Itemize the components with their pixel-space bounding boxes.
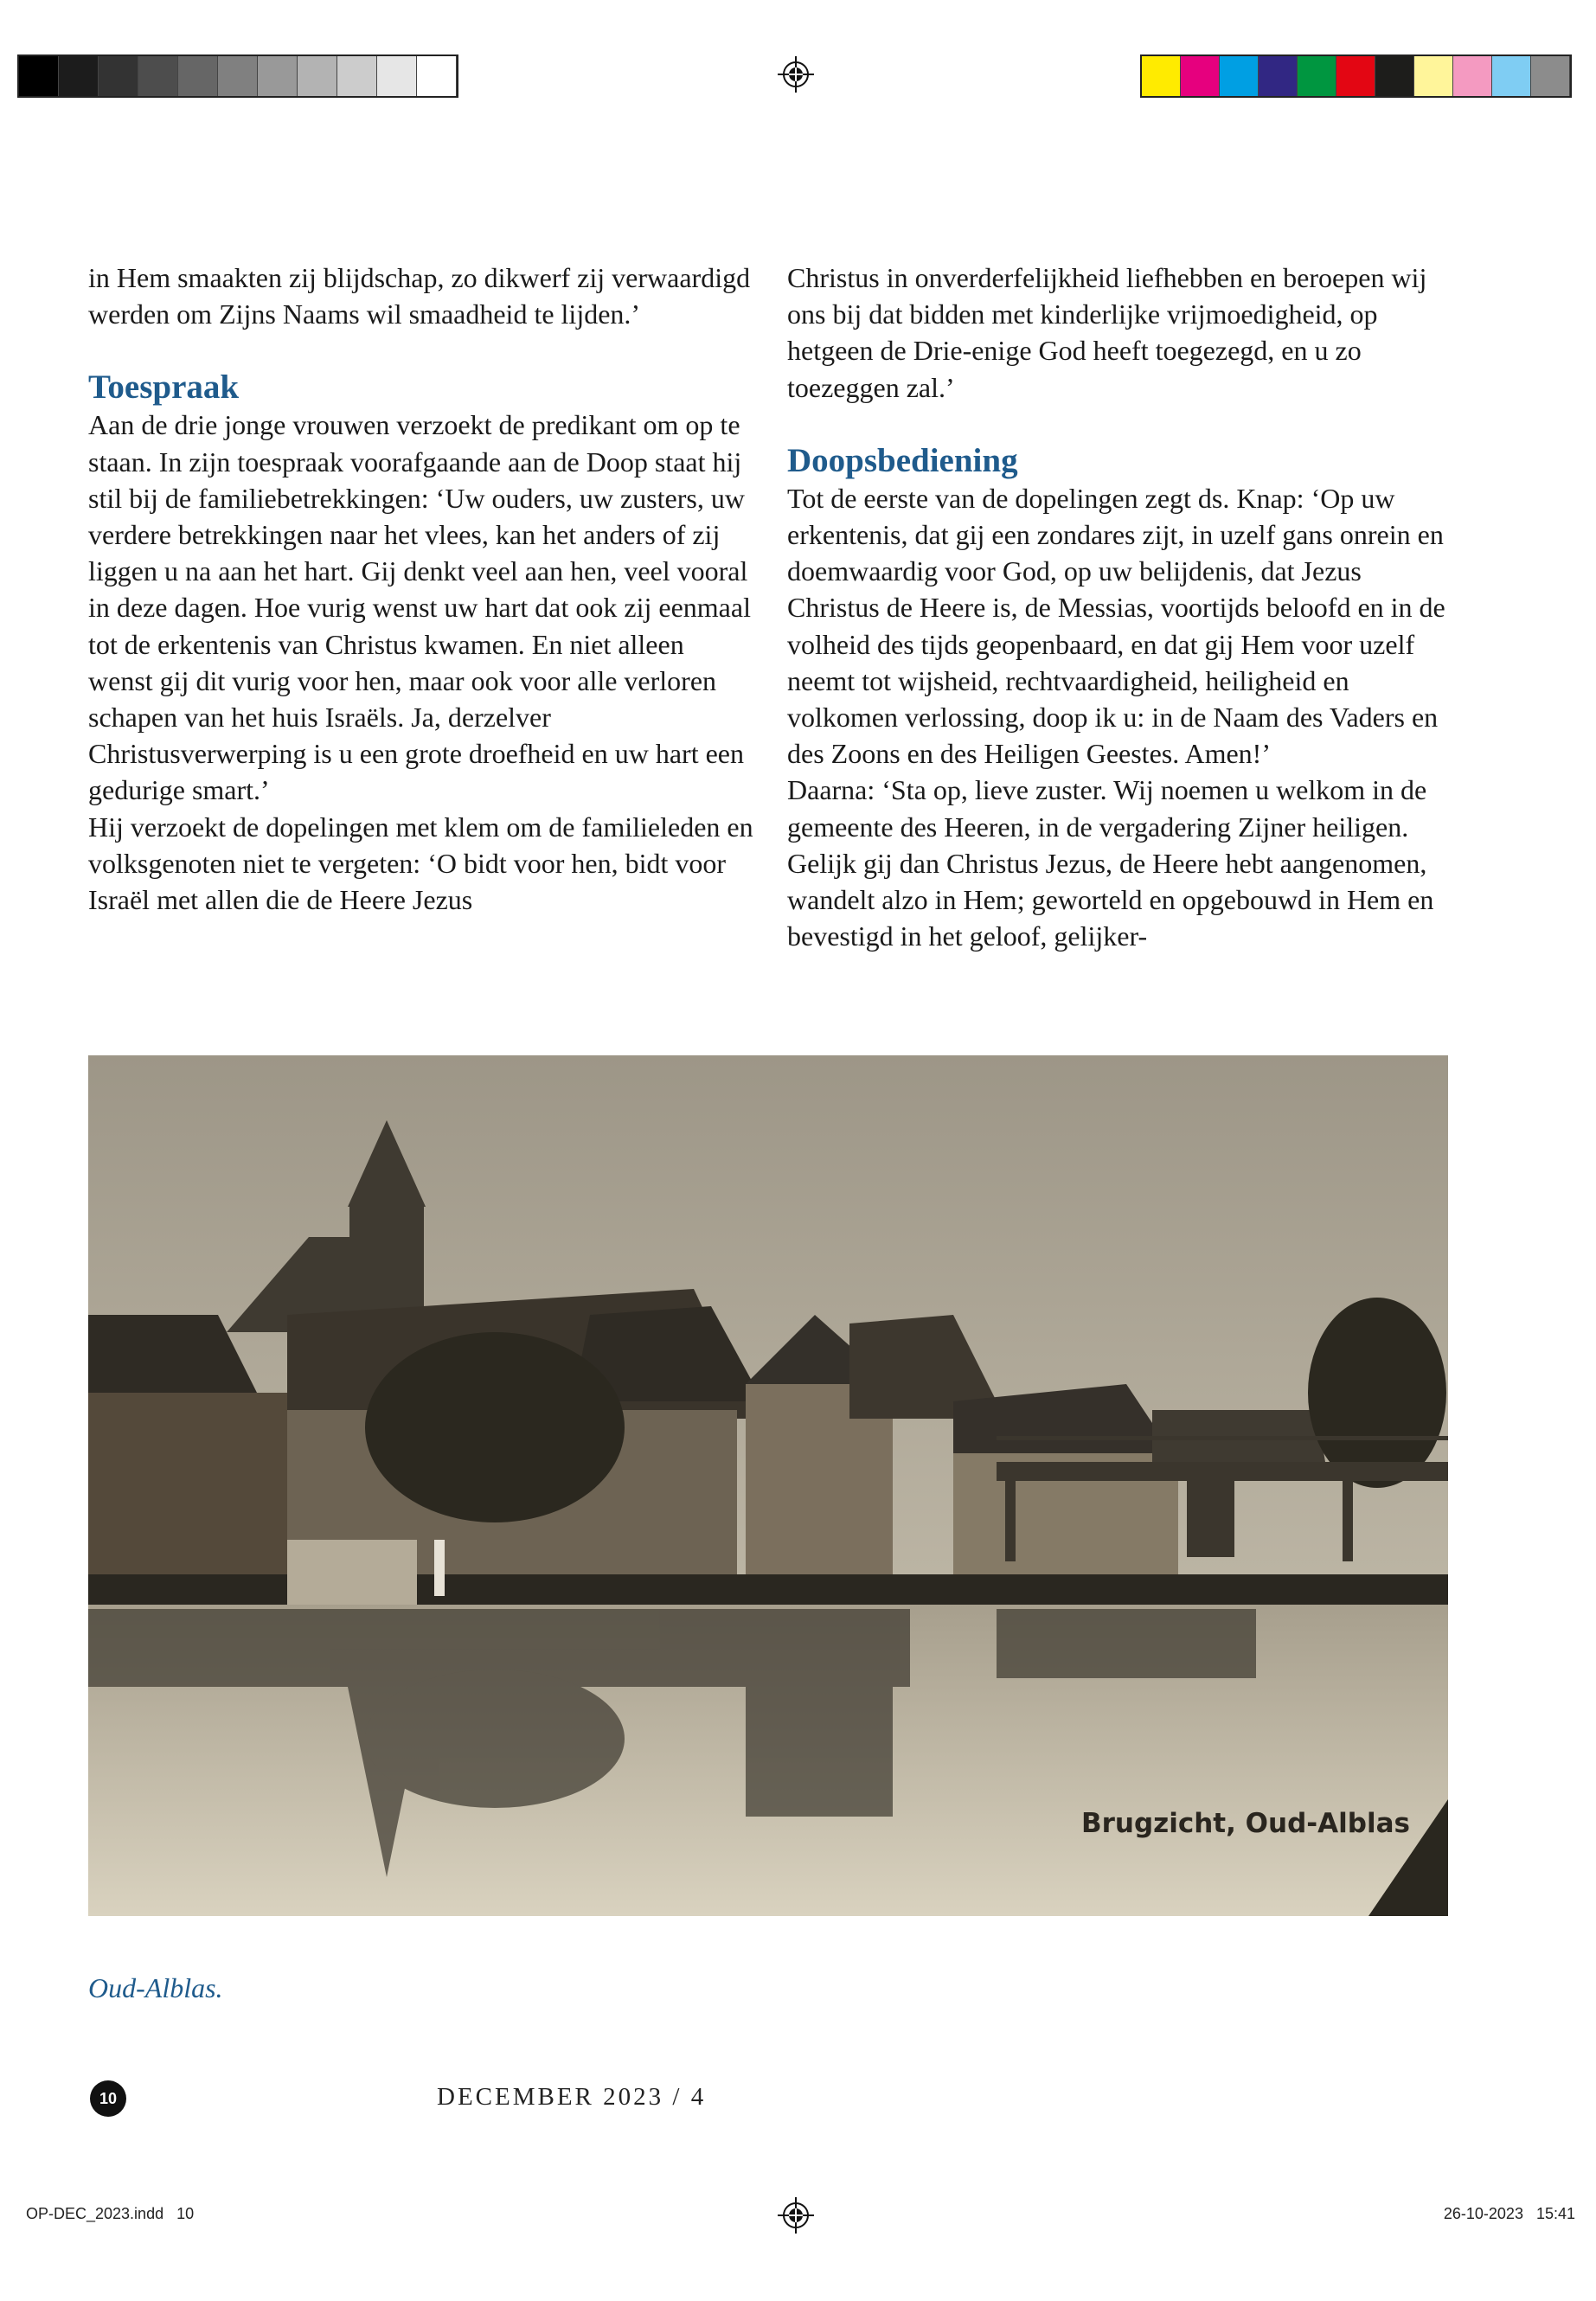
grayscale-swatch [59, 56, 99, 96]
left-text-column [88, 260, 754, 918]
grayscale-swatch [377, 56, 417, 96]
toespraak-paragraph-2: Hij verzoekt de dopelingen met klem om de familieleden en volksgenoten niet te vergeten: ‘O bidt voor hen, bidt voor Israël met allen die de Heere Jezus [88, 811, 753, 916]
color-swatch [1492, 56, 1531, 96]
grayscale-swatch [99, 56, 138, 96]
right-text-column [787, 260, 1453, 954]
doopsbediening-paragraph-2: Daarna: ‘Sta op, lieve zuster. Wij noemen u welkom in de gemeente des Heeren, in de vergadering Zijner heiligen. Gelijk gij dan Christus Jezus, de Heere hebt aangenomen, wandelt alzo in Hem; geworteld en opgebouwd in Hem en bevestigd in het geloof, gelijker- [787, 774, 1434, 952]
color-swatch [1375, 56, 1414, 96]
doopsbediening-paragraph-1: Tot de eerste van de dopelingen zegt ds. Knap: ‘Op uw erkentenis, dat gij een zondares zijt, in uzelf gans onrein en doemwaardig voor God, op uw belijdenis, dat Jezus Christus de Heere is, de Messias, voortijds beloofd en in de volheid des tijds geopenbaard, en dat gij Hem voor uzelf neemt tot wijsheid, rechtvaardigheid, heiligheid en volkomen verlossing, doop ik u: in de Naam des Vaders en des Zoons en des Heiligen Geestes. Amen!’ [787, 482, 1445, 770]
color-swatch [1298, 56, 1336, 96]
photo-inscription: Brugzicht, Oud-Alblas [1081, 1808, 1410, 1839]
section-heading-doopsbediening: Doopsbediening [787, 441, 1018, 479]
historic-photo-oud-alblas [88, 1055, 1448, 1916]
grayscale-swatch [19, 56, 59, 96]
color-swatch [1414, 56, 1453, 96]
color-swatch [1336, 56, 1375, 96]
slug-filename: OP-DEC_2023.indd 10 [26, 2205, 195, 2222]
grayscale-swatch [138, 56, 178, 96]
issue-label: DECEMBER 2023 / 4 [437, 2083, 707, 2111]
grayscale-swatch [298, 56, 337, 96]
grayscale-swatch [258, 56, 298, 96]
color-swatch [1220, 56, 1259, 96]
registration-mark-icon [778, 2197, 814, 2234]
color-swatch [1259, 56, 1298, 96]
right-intro-text: Christus in onverderfelijkheid liefhebben en beroepen wij ons bij dat bidden met kinderlijke vrijmoedigheid, op hetgeen de Drie-enige God heeft toegezegd, en u zo toezeggen zal.’ [787, 262, 1427, 403]
color-calibration-bar [1140, 54, 1572, 98]
grayscale-calibration-bar [17, 54, 458, 98]
grayscale-swatch [337, 56, 377, 96]
color-swatch [1142, 56, 1181, 96]
grayscale-swatch [218, 56, 258, 96]
slug-timestamp: 26-10-2023 15:41 [1443, 2205, 1575, 2222]
color-swatch [1531, 56, 1570, 96]
color-swatch [1181, 56, 1220, 96]
color-swatch [1453, 56, 1492, 96]
page-number-badge: 10 [90, 2080, 126, 2117]
section-heading-toespraak: Toespraak [88, 369, 240, 407]
left-intro-text: in Hem smaakten zij blijdschap, zo dikwerf zij verwaardigd werden om Zijns Naams wil smaadheid te lijden.’ [88, 262, 751, 330]
photo-caption: Oud-Alblas. [88, 1972, 223, 2003]
toespraak-paragraph-1: Aan de drie jonge vrouwen verzoekt de predikant om op te staan. In zijn toespraak voorafgaande aan de Doop staat hij stil bij de familiebetrekkingen: ‘Uw ouders, uw zusters, uw verdere betrekkingen naar het vlees, kan het anders of zij liggen u na aan het hart. Gij denkt veel aan hen, veel vooral in deze dagen. Hoe vurig wenst uw hart dat ook zij eenmaal tot de erkentenis van Christus kwamen. En niet alleen wenst gij dit vurig voor hen, maar ook voor alle verloren schapen van het huis Israëls. Ja, derzelver Christusverwerping is u een grote droefheid en uw hart een gedurige smart.’ [88, 409, 751, 806]
grayscale-swatch [417, 56, 457, 96]
registration-mark-icon [778, 56, 814, 93]
grayscale-swatch [178, 56, 218, 96]
